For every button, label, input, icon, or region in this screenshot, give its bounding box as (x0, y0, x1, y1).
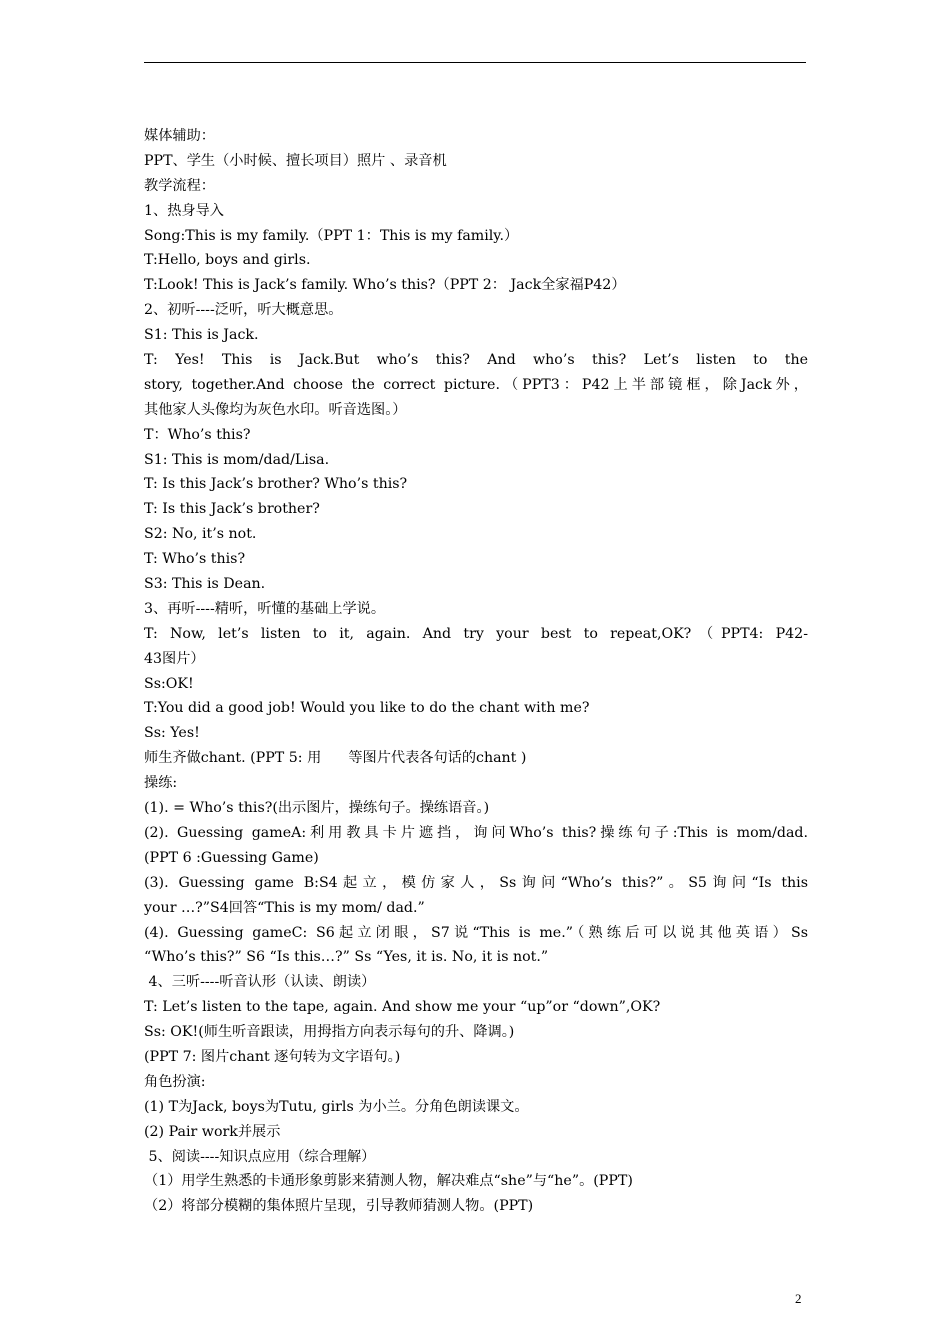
text-line: S1: This is Jack. (144, 327, 259, 344)
header-rule (144, 62, 806, 63)
text-line: S2: No, it’s not. (144, 526, 257, 543)
text-line: 其他家人头像均为灰色水印。听音选图。） (144, 401, 407, 418)
text-line: T：Who’s this? (144, 426, 251, 443)
text-line: 5、阅读----知识点应用（综合理解） (144, 1148, 376, 1165)
text-line: 媒体辅助： (144, 128, 215, 144)
text-line: (3). Guessing game B:S4起立，模仿家人，Ss询问“Who’s this?”。S5询问“Is this (144, 874, 808, 891)
text-line: (4). Guessing gameC: S6起立闭眼，S7说“This is me.”（熟练后可以说其他英语）Ss (144, 924, 808, 941)
text-line: PPT、学生（小时候、擅长项目）照片 、录音机 (144, 152, 447, 169)
text-line: T:Look! This is Jack’s family. Who’s this?（PPT 2： Jack全家福P42） (144, 277, 626, 294)
text-line: T:Hello, boys and girls. (144, 252, 311, 269)
text-line: T: Now, let’s listen to it, again. And try your best to repeat,OK?（PPT4: P42- (144, 625, 808, 642)
text-line: S1: This is mom/dad/Lisa. (144, 451, 330, 468)
text-line: 3、再听----精听，听懂的基础上学说。 (144, 600, 386, 617)
text-line: 2、初听----泛听，听大概意思。 (144, 302, 343, 319)
text-line: T:You did a good job! Would you like to do the chant with me? (144, 700, 590, 717)
text-line: T: Is this Jack’s brother? (144, 501, 320, 518)
text-line: (PPT 6 :Guessing Game) (144, 849, 319, 866)
text-line: （1）用学生熟悉的卡通形象剪影来猜测人物，解决难点“she”与“he”。(PPT) (144, 1173, 633, 1190)
text-line: Ss: Yes! (144, 725, 200, 742)
text-line: 操练: (144, 775, 178, 792)
text-line: T: Yes! This is Jack.But who’s this? And who’s this? Let’s listen to the (144, 352, 808, 369)
text-line: Song:This is my family.（PPT 1：This is my family.） (144, 227, 519, 244)
text-line: (1). = Who’s this?(出示图片，操练句子。操练语音。) (144, 800, 490, 817)
text-line: T: Who’s this? (144, 551, 246, 568)
document-body (144, 124, 808, 1219)
text-line: T: Is this Jack’s brother? Who’s this? (144, 476, 408, 493)
text-line: S3: This is Dean. (144, 576, 266, 593)
page-number: 2 (795, 1291, 802, 1306)
text-line: Ss:OK! (144, 675, 194, 692)
text-line: 角色扮演: (144, 1073, 206, 1090)
text-line: (1) T为Jack, boys为Tutu, girls 为小兰。分角色朗读课文。 (144, 1098, 529, 1115)
text-line: story, together.And choose the correct picture.（PPT3：P42上半部镜框，除Jack外， (144, 376, 808, 393)
text-line: 师生齐做chant. (PPT 5: 用 等图片代表各句话的chant ) (144, 750, 527, 767)
text-line: “Who’s this?” S6 “Is this…?” Ss “Yes, it is. No, it is not.” (144, 949, 549, 966)
text-line: (2) Pair work并展示 (144, 1123, 281, 1140)
text-line: 4、三听----听音认形（认读、朗读） (144, 974, 376, 991)
text-line: Ss: OK!(师生听音跟读，用拇指方向表示每句的升、降调。) (144, 1024, 515, 1041)
text-line: your …?”S4回答“This is my mom/ dad.” (144, 899, 425, 916)
text-line: T: Let’s listen to the tape, again. And show me your “up”or “down”,OK? (144, 999, 661, 1016)
text-line: （2）将部分模糊的集体照片呈现，引导教师猜测人物。(PPT) (144, 1198, 534, 1215)
text-line: 1、热身导入 (144, 202, 224, 219)
text-line: 教学流程： (144, 177, 215, 194)
text-line: 43图片） (144, 650, 205, 667)
text-line: (PPT 7: 图片chant 逐句转为文字语句。) (144, 1048, 401, 1065)
text-line: (2). Guessing gameA:利用教具卡片遮挡，询问Who’s this?操练句子:This is mom/dad. (144, 824, 808, 841)
